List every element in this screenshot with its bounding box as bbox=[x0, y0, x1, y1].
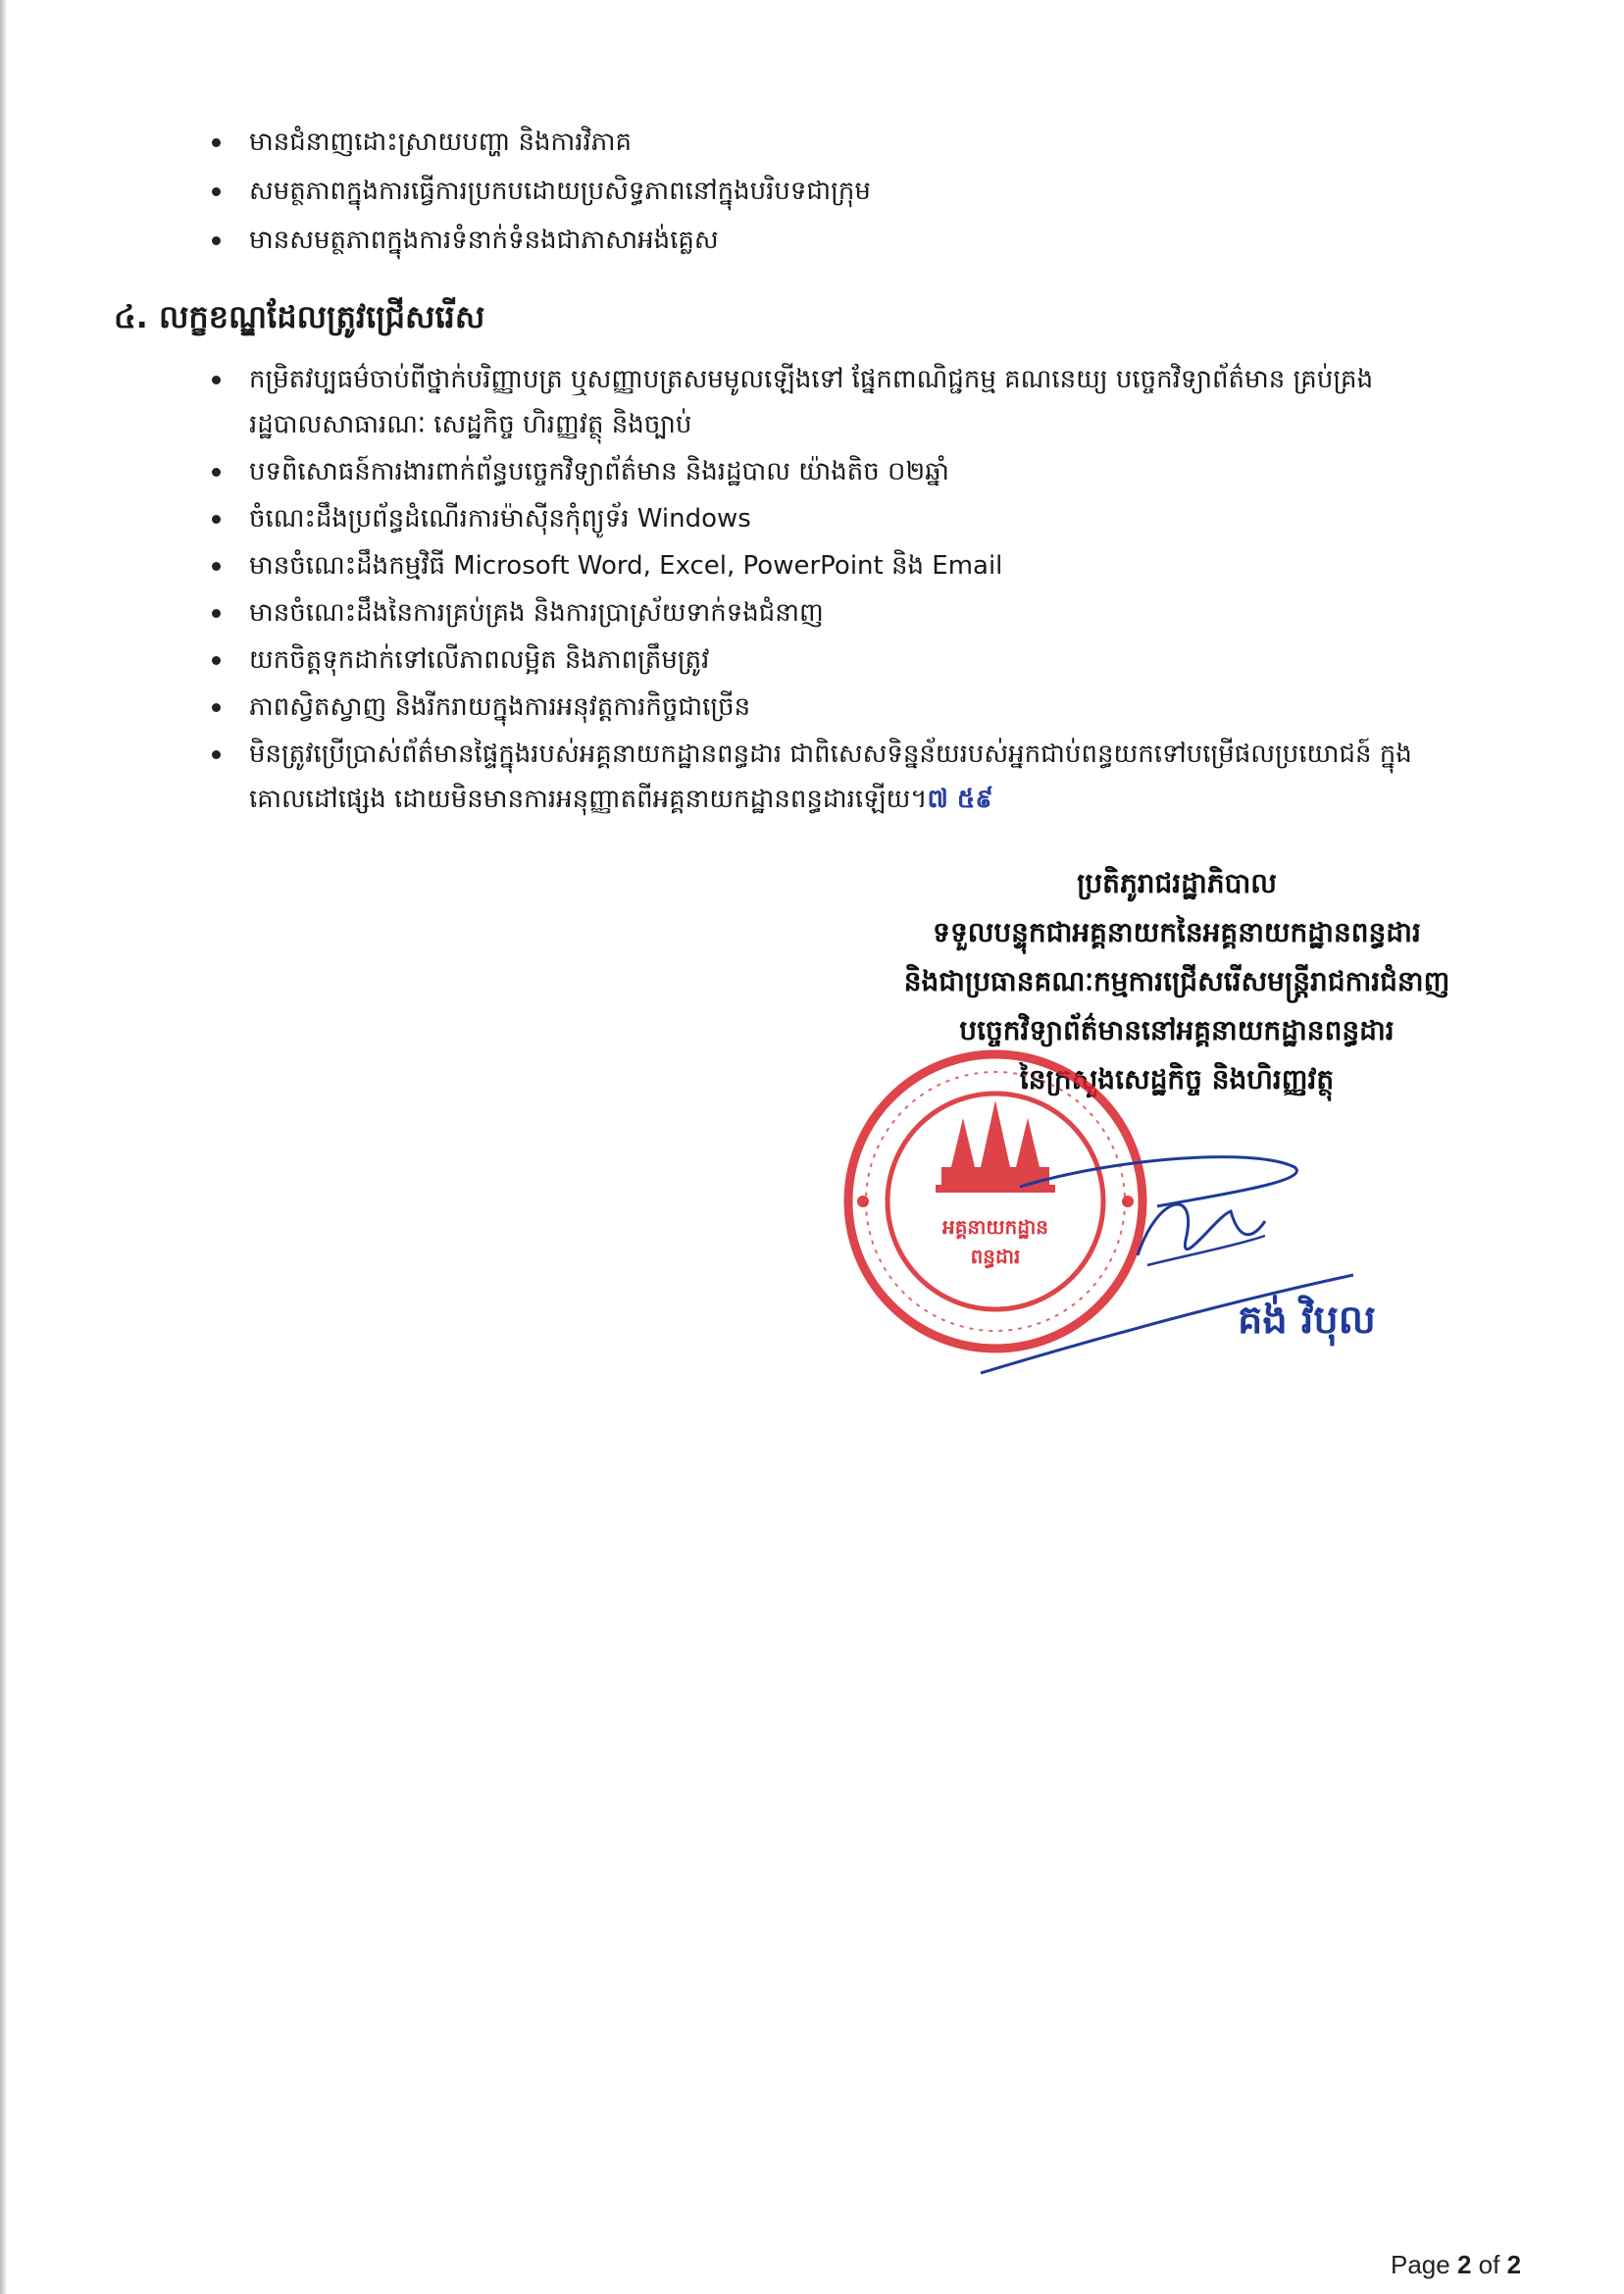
list-item-text: កម្រិតវប្បធម៌ចាប់ពីថ្នាក់បរិញ្ញាបត្រ ឬសញ្ញាបត្រសមមូលឡើងទៅ ផ្នែកពាណិជ្ជកម្ម គណនេយ្យ បច្ចេកវិទ្យាព័ត៌មាន គ្រប់គ្រង រដ្ឋបាលសាធារណៈ សេដ្ឋកិច្ច ហិរញ្ញវត្ថុ និងច្បាប់ bbox=[249, 365, 1374, 439]
list-item bbox=[212, 169, 1487, 214]
signature-stroke bbox=[1138, 1204, 1265, 1255]
signature-stroke bbox=[1020, 1157, 1296, 1206]
list-item-text: ចំណេះដឹងប្រព័ន្ធដំណើរការម៉ាស៊ីនកុំព្យូទ័រ Windows bbox=[249, 504, 751, 534]
skills-list bbox=[212, 120, 1487, 267]
list-item-text: មានសមត្ថភាពក្នុងការទំនាក់ទំនងជាភាសាអង់គ្លេស bbox=[249, 226, 719, 255]
signature-title-line: នៃក្រសួងសេដ្ឋកិច្ច និងហិរញ្ញវត្ថុ bbox=[1019, 1063, 1335, 1096]
handwritten-note: ៧ ៥៩ bbox=[927, 785, 993, 814]
bullet-icon bbox=[212, 138, 221, 147]
list-item bbox=[212, 218, 1487, 263]
list-item bbox=[212, 732, 1487, 822]
seal-text: ពន្ធដារ bbox=[970, 1245, 1021, 1268]
bullet-icon bbox=[212, 656, 221, 665]
list-item-text: យកចិត្តទុកដាក់ទៅលើភាពលម្អិត និងភាពត្រឹមត្រូវ bbox=[249, 645, 710, 675]
page-of: of bbox=[1478, 2250, 1500, 2279]
section-heading: ៤. លក្ខខណ្ឌដែលត្រូវជ្រើសរើស bbox=[114, 298, 485, 335]
list-item-text: មានចំណេះដឹងនៃការគ្រប់គ្រង និងការប្រាស្រ័យទាក់ទងជំនាញ bbox=[249, 598, 824, 628]
page-prefix: Page bbox=[1391, 2250, 1450, 2279]
bullet-icon bbox=[212, 750, 221, 759]
seal-star-icon bbox=[857, 1196, 869, 1207]
bullet-icon bbox=[212, 376, 221, 384]
page-total: 2 bbox=[1506, 2250, 1522, 2279]
bullet-icon bbox=[212, 562, 221, 571]
list-item-text: សមត្ថភាពក្នុងការធ្វើការប្រកបដោយប្រសិទ្ធភាពនៅក្នុងបរិបទជាក្រុម bbox=[249, 177, 871, 206]
signature-stroke bbox=[1147, 1236, 1265, 1265]
bullet-icon bbox=[212, 609, 221, 618]
signature-title-line: បច្ចេកវិទ្យាព័ត៌មាននៅអគ្គនាយកដ្ឋានពន្ធដារ bbox=[959, 1014, 1395, 1046]
signature-title-line: ទទួលបន្ទុកជាអគ្គនាយកនៃអគ្គនាយកដ្ឋានពន្ធដារ bbox=[933, 916, 1421, 948]
signature-title-line: និងជាប្រធានគណៈកម្មការជ្រើសរើសមន្ត្រីរាជការជំនាញ bbox=[903, 965, 1450, 997]
list-item-text: បទពិសោធន៍ការងារពាក់ព័ន្ធបច្ចេកវិទ្យាព័ត៌មាន និងរដ្ឋបាល យ៉ាងតិច ០២ឆ្នាំ bbox=[249, 457, 949, 486]
list-item bbox=[212, 449, 1487, 494]
bullet-icon bbox=[212, 515, 221, 524]
list-item-text: មានជំនាញដោះស្រាយបញ្ហា និងការវិភាគ bbox=[249, 127, 633, 157]
requirements-list bbox=[212, 357, 1487, 824]
bullet-icon bbox=[212, 236, 221, 245]
bullet-icon bbox=[212, 468, 221, 477]
list-item-text: មានចំណេះដឹងកម្មវិធី Microsoft Word, Excel, PowerPoint និង Email bbox=[249, 551, 1003, 581]
signer-name: គង់ វិបុល bbox=[1238, 1297, 1376, 1343]
list-item bbox=[212, 590, 1487, 636]
signature-title-line: ប្រតិភូរាជរដ្ឋាភិបាល bbox=[1077, 867, 1277, 899]
list-item bbox=[212, 685, 1487, 730]
list-item bbox=[212, 543, 1487, 588]
list-item bbox=[212, 637, 1487, 683]
page-number bbox=[1391, 2250, 1521, 2280]
bullet-icon bbox=[212, 187, 221, 196]
list-item-text: មិនត្រូវប្រើប្រាស់ព័ត៌មានផ្ទៃក្នុងរបស់អគ្គនាយកដ្ឋានពន្ធដារ ជាពិសេសទិន្នន័យរបស់អ្នកជាប់ពន្ធយកទៅបម្រើផលប្រយោជន៍ ក្នុងគោលដៅផ្សេង ដោយមិនមានការអនុញ្ញាតពីអគ្គនាយកដ្ឋានពន្ធដារឡើយ។ bbox=[249, 739, 1412, 814]
list-item bbox=[212, 357, 1487, 447]
scan-edge bbox=[0, 0, 6, 2294]
page-current: 2 bbox=[1456, 2250, 1472, 2279]
list-item bbox=[212, 496, 1487, 541]
bullet-icon bbox=[212, 703, 221, 712]
list-item-text: ភាពស្វិតស្វាញ និងរីករាយក្នុងការអនុវត្តការកិច្ចជាច្រើន bbox=[249, 692, 751, 722]
list-item bbox=[212, 120, 1487, 165]
seal-text: អគ្គនាយកដ្ឋាន bbox=[942, 1215, 1048, 1239]
